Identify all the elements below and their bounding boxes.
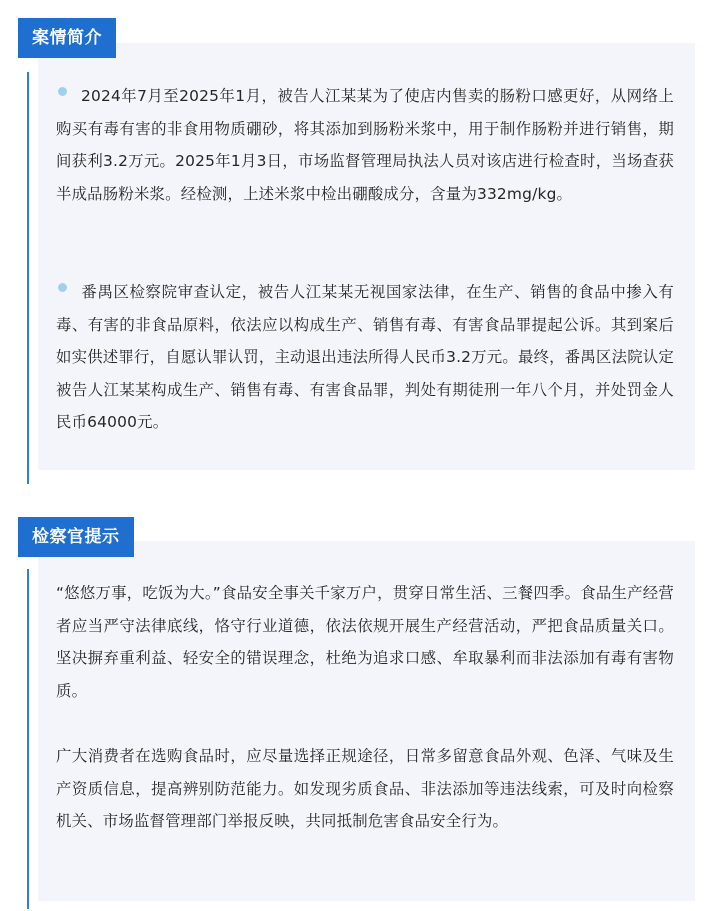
bullet-dot-icon (58, 283, 67, 292)
bullet-dot-icon (58, 87, 67, 96)
prosecutor-tips-title: 检察官提示 (18, 517, 134, 557)
case-summary-paragraph-1-text: 2024年7月至2025年1月，被告人江某某为了使店内售卖的肠粉口感更好，从网络上购买有毒有害的非食用物质硼砂，将其添加到肠粉米浆中，用于制作肠粉并进行销售，期间获利3.2万元。2025年1月3日，市场监督管理局执法人员对该店进行检查时，当场查获半成品肠粉米浆。经检测，上述米浆中检出硼酸成分，含量为332mg/kg。 (56, 87, 674, 203)
case-summary-rule (27, 72, 29, 484)
case-summary-paragraph-2 (56, 276, 674, 439)
case-summary-paragraph-1 (56, 80, 674, 210)
prosecutor-tips-paragraph-1: “悠悠万事，吃饭为大。”食品安全事关千家万户，贯穿日常生活、三餐四季。食品生产经营者应当严守法律底线，恪守行业道德，依法依规开展生产经营活动，严把食品质量关口。坚决摒弃重利益、轻安全的错误理念，杜绝为追求口感、牟取暴利而非法添加有毒有害物质。 (56, 584, 674, 700)
prosecutor-tips-rule (27, 569, 29, 909)
case-summary-paragraph-2-text: 番禺区检察院审查认定，被告人江某某无视国家法律，在生产、销售的食品中掺入有毒、有害的非食品原料，依法应以构成生产、销售有毒、有害食品罪提起公诉。其到案后如实供述罪行，自愿认罪认罚，主动退出违法所得人民币3.2万元。最终，番禺区法院认定被告人江某某构成生产、销售有毒、有害食品罪，判处有期徒刑一年八个月，并处罚金人民币64000元。 (56, 283, 674, 432)
prosecutor-tips-paragraph-2: 广大消费者在选购食品时，应尽量选择正规途径，日常多留意食品外观、色泽、气味及生产资质信息，提高辨别防范能力。如发现劣质食品、非法添加等违法线索，可及时向检察机关、市场监督管理部门举报反映，共同抵制危害食品安全行为。 (56, 747, 674, 831)
case-summary-title: 案情简介 (18, 18, 116, 58)
